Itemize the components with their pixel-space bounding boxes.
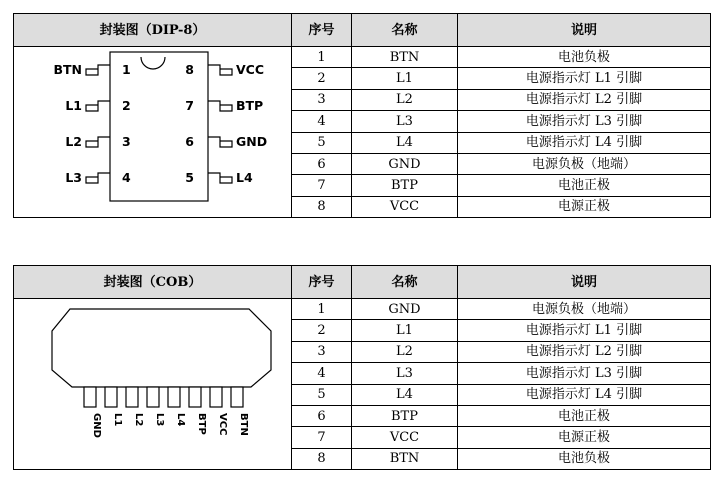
pin-name: BTN bbox=[352, 448, 458, 469]
table-row bbox=[14, 47, 711, 68]
description-header: 说明 bbox=[458, 14, 711, 47]
pin-description: 电源负极（地端） bbox=[458, 299, 711, 320]
pin-number: 6 bbox=[292, 153, 352, 174]
pin-label-left-1: BTN bbox=[53, 62, 82, 78]
pin-description: 电源负极（地端） bbox=[458, 153, 711, 174]
pin-name: VCC bbox=[352, 427, 458, 448]
pin-number-2: 2 bbox=[122, 98, 131, 114]
package-header: 封装图（COB） bbox=[14, 266, 292, 299]
pin-number: 8 bbox=[292, 196, 352, 217]
pin-number: 4 bbox=[292, 363, 352, 384]
name-header: 名称 bbox=[352, 266, 458, 299]
pin-name: L3 bbox=[352, 111, 458, 132]
pin-name: L3 bbox=[352, 363, 458, 384]
pin-number: 1 bbox=[292, 299, 352, 320]
dip8-pin-table bbox=[13, 13, 711, 218]
pin-description: 电池正极 bbox=[458, 405, 711, 426]
pin-description: 电源正极 bbox=[458, 427, 711, 448]
pin-number: 6 bbox=[292, 405, 352, 426]
pin-name: L1 bbox=[352, 320, 458, 341]
pin-name: BTP bbox=[352, 175, 458, 196]
pin-number: 3 bbox=[292, 341, 352, 362]
pin-number: 7 bbox=[292, 175, 352, 196]
cob-pin-label-1: GND bbox=[91, 413, 102, 438]
pin-number-4: 4 bbox=[122, 170, 131, 186]
pin-name: BTN bbox=[352, 47, 458, 68]
description-header: 说明 bbox=[458, 266, 711, 299]
pin-label-right-7: BTP bbox=[236, 98, 264, 114]
pin-name: L1 bbox=[352, 68, 458, 89]
pin-number-7: 7 bbox=[185, 98, 194, 114]
pin-name: L2 bbox=[352, 341, 458, 362]
pin-number-1: 1 bbox=[122, 62, 131, 78]
pin-name: BTP bbox=[352, 405, 458, 426]
pin-number: 1 bbox=[292, 47, 352, 68]
pin-number: 5 bbox=[292, 132, 352, 153]
dip8-package-cell bbox=[14, 47, 292, 218]
pin-description: 电源指示灯 L2 引脚 bbox=[458, 89, 711, 110]
pin-description: 电源指示灯 L1 引脚 bbox=[458, 68, 711, 89]
table-row bbox=[14, 299, 711, 320]
cob-pin-label-3: L2 bbox=[133, 413, 144, 427]
pin-name: GND bbox=[352, 299, 458, 320]
cob-pin-label-6: BTP bbox=[196, 413, 207, 435]
cob-pin-label-4: L3 bbox=[154, 413, 165, 427]
pin-label-right-8: VCC bbox=[236, 62, 265, 78]
pin-label-left-3: L2 bbox=[65, 134, 82, 150]
package-header: 封装图（DIP-8） bbox=[14, 14, 292, 47]
pin-number: 3 bbox=[292, 89, 352, 110]
pin-label-right-5: L4 bbox=[236, 170, 253, 186]
pin-description: 电源指示灯 L2 引脚 bbox=[458, 341, 711, 362]
pin-description: 电源指示灯 L1 引脚 bbox=[458, 320, 711, 341]
cob-pin-label-2: L1 bbox=[112, 413, 123, 427]
pin-label-left-4: L3 bbox=[65, 170, 82, 186]
pin-number-3: 3 bbox=[122, 134, 131, 150]
pin-name: VCC bbox=[352, 196, 458, 217]
pin-name: L4 bbox=[352, 132, 458, 153]
pin-number: 5 bbox=[292, 384, 352, 405]
pin-number: 4 bbox=[292, 111, 352, 132]
pin-name: L2 bbox=[352, 89, 458, 110]
pin-label-right-6: GND bbox=[236, 134, 268, 150]
cob-pin-table bbox=[13, 265, 711, 470]
cob-package-diagram bbox=[14, 301, 291, 464]
pin-number-5: 5 bbox=[185, 170, 194, 186]
pin-label-left-2: L1 bbox=[65, 98, 82, 114]
pin-description: 电源指示灯 L3 引脚 bbox=[458, 111, 711, 132]
pin-description: 电源正极 bbox=[458, 196, 711, 217]
number-header: 序号 bbox=[292, 266, 352, 299]
pin-number-8: 8 bbox=[185, 62, 194, 78]
cob-pin-label-8: BTN bbox=[238, 413, 249, 436]
pin-description: 电源指示灯 L3 引脚 bbox=[458, 363, 711, 384]
pin-name: L4 bbox=[352, 384, 458, 405]
pin-description: 电池负极 bbox=[458, 47, 711, 68]
pin-description: 电池负极 bbox=[458, 448, 711, 469]
pin-description: 电源指示灯 L4 引脚 bbox=[458, 384, 711, 405]
name-header: 名称 bbox=[352, 14, 458, 47]
pin-number-6: 6 bbox=[185, 134, 194, 150]
pin-number: 8 bbox=[292, 448, 352, 469]
dip8-package-diagram bbox=[14, 49, 291, 212]
number-header: 序号 bbox=[292, 14, 352, 47]
pin-description: 电池正极 bbox=[458, 175, 711, 196]
cob-pin-label-7: VCC bbox=[217, 413, 228, 436]
pin-number: 2 bbox=[292, 320, 352, 341]
pin-number: 7 bbox=[292, 427, 352, 448]
cob-pin-label-5: L4 bbox=[175, 413, 186, 427]
pin-description: 电源指示灯 L4 引脚 bbox=[458, 132, 711, 153]
pin-number: 2 bbox=[292, 68, 352, 89]
pin-name: GND bbox=[352, 153, 458, 174]
cob-package-cell bbox=[14, 299, 292, 470]
